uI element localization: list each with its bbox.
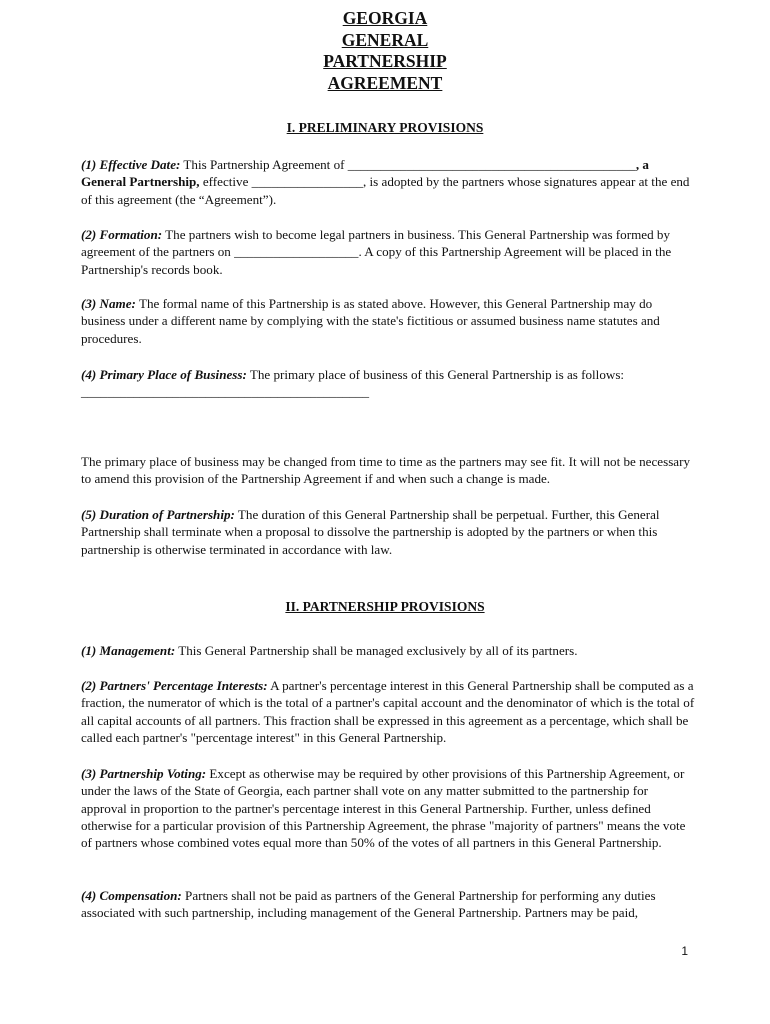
section-heading-preliminary: I. PRELIMINARY PROVISIONS bbox=[286, 120, 484, 135]
clause-label: (4) Primary Place of Business: bbox=[81, 367, 247, 382]
paragraph-compensation: (4) Compensation: Partners shall not be paid as partners of the General Partnership for performing any duties associated with such partnership, including management of the General Partnership. Partners may be paid, bbox=[81, 888, 656, 921]
title-line-4: AGREEMENT bbox=[327, 72, 443, 93]
paragraph-duration: (5) Duration of Partnership: The duration of this General Partnership shall be perpetual. Further, this General Partnership shall terminate when a proposal to dissolve the partnership is adopted by the partners or when this partnership is otherwise terminated in accordance with law. bbox=[81, 507, 660, 557]
page-number: 1 bbox=[681, 944, 688, 958]
paragraph-percentage-interests: (2) Partners' Percentage Interests: A partner's percentage interest in this General Partnership shall be computed as a fraction, the numerator of which is the total of a partner's capital account and the denominator of which is the total of all capital accounts of all partners. This fraction shall be expressed in this agreement as a percentage, which shall be called each partner's "percentage interest" in this General Partnership. bbox=[81, 678, 695, 745]
paragraph-effective-date: (1) Effective Date: This Partnership Agreement of ____________________________________________, a General Partnership, effective _________________, is adopted by the partners whose signatures appear at the end of this agreement (the “Agreement”). bbox=[81, 157, 690, 207]
blank-effective-date: _________________ bbox=[251, 174, 363, 190]
paragraph-management: (1) Management: This General Partnership shall be managed exclusively by all of its partners. bbox=[81, 643, 578, 658]
clause-label: (4) Compensation: bbox=[81, 888, 182, 903]
paragraph-partnership-voting: (3) Partnership Voting: Except as otherwise may be required by other provisions of this Partnership Agreement, or under the laws of the State of Georgia, each partner shall vote on any matter submitted to the partnership for approval in proportion to the partner's percentage interest in this General Partnership. Further, unless defined otherwise for a particular provision of this Partnership Agreement, the phrase "majority of partners" means the vote of partners whose combined votes equal more than 50% of the votes of all partners in this General Partnership. bbox=[81, 766, 686, 851]
clause-label: (5) Duration of Partnership: bbox=[81, 507, 235, 522]
clause-label: (3) Name: bbox=[81, 296, 136, 311]
title-line-3: PARTNERSHIP bbox=[323, 51, 447, 71]
blank-formation-date: ___________________ bbox=[234, 244, 359, 260]
clause-label: (2) Formation: bbox=[81, 227, 163, 242]
paragraph-primary-place: (4) Primary Place of Business: The primary place of business of this General Partnership is as follows: ____________________________________________ bbox=[81, 367, 625, 400]
blank-business-address: ____________________________________________ bbox=[81, 384, 370, 400]
paragraph-place-change: The primary place of business may be changed from time to time as the partners may see fit. It will not be necessary to amend this provision of the Partnership Agreement if and when such a change is made. bbox=[81, 454, 691, 487]
clause-label: (1) Management: bbox=[81, 643, 176, 658]
paragraph-formation: (2) Formation: The partners wish to become legal partners in business. This General Partnership was formed by agreement of the partners on ___________________. A copy of this Partnership Agreement will be placed in the Partnership's records book. bbox=[81, 227, 672, 277]
document-title bbox=[0, 8, 770, 94]
paragraph-name: (3) Name: The formal name of this Partnership is as stated above. However, this General Partnership may do business under a different name by complying with the state's fictitious or assumed business name statutes and procedures. bbox=[81, 296, 660, 346]
blank-partnership-name: ____________________________________________ bbox=[347, 157, 636, 172]
title-line-1: GEORGIA bbox=[342, 8, 428, 28]
clause-label: (2) Partners' Percentage Interests: bbox=[81, 678, 268, 693]
title-line-2: GENERAL bbox=[341, 29, 429, 50]
clause-label: (1) Effective Date: bbox=[81, 157, 181, 172]
section-heading-partnership: II. PARTNERSHIP PROVISIONS bbox=[285, 599, 485, 614]
clause-label: (3) Partnership Voting: bbox=[81, 766, 207, 781]
